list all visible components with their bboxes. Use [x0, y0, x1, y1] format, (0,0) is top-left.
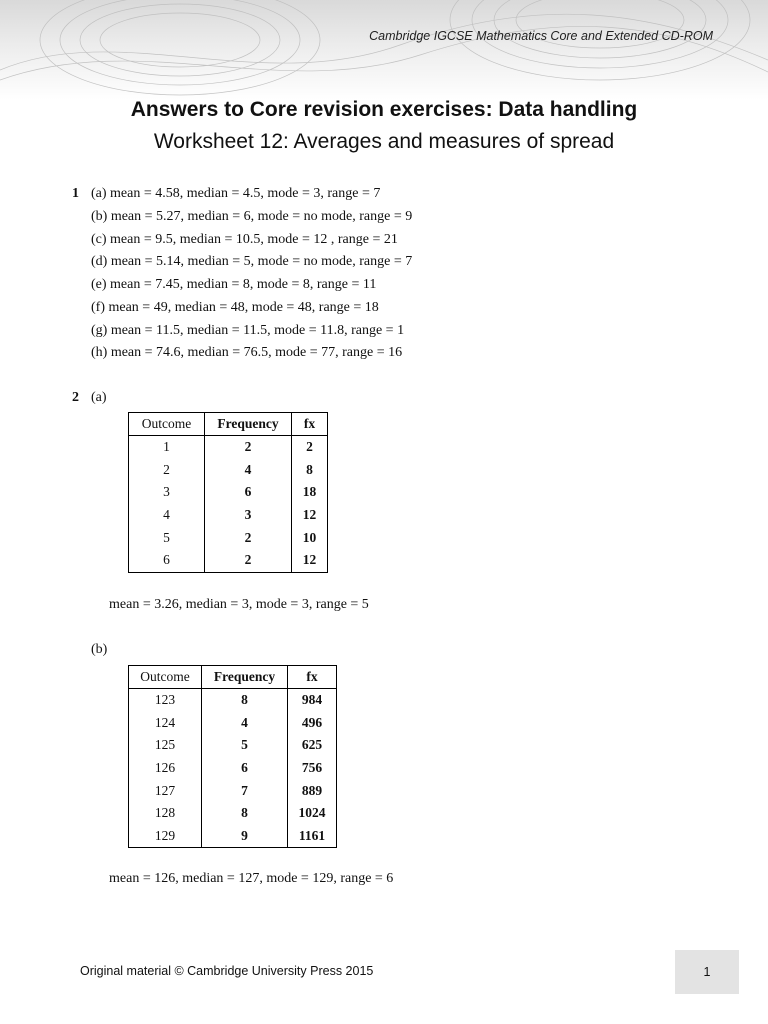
page-number: 1 [703, 965, 711, 979]
page-title: Answers to Core revision exercises: Data handling [130, 98, 638, 121]
outcome-cell: 123 [129, 689, 202, 712]
table-row [129, 459, 328, 482]
fx-cell: 10 [292, 526, 328, 549]
table-header-row [129, 666, 337, 689]
table-row [129, 757, 337, 780]
footer-copyright: Original material © Cambridge University Press 2015 [80, 964, 374, 978]
outcome-cell: 2 [129, 459, 205, 482]
table-row [129, 549, 328, 572]
q1-answer-g: (g) mean = 11.5, median = 11.5, mode = 11.8, range = 1 [91, 323, 405, 338]
q1-answer-e: (e) mean = 7.45, median = 8, mode = 8, range = 11 [91, 277, 377, 292]
table-row [129, 689, 337, 712]
fx-cell: 756 [288, 757, 337, 780]
table-row [129, 436, 328, 459]
outcome-cell: 129 [129, 825, 202, 848]
fx-cell: 12 [292, 504, 328, 527]
frequency-cell: 2 [205, 526, 292, 549]
outcome-cell: 127 [129, 779, 202, 802]
outcome-cell: 1 [129, 436, 205, 459]
column-header-fx: fx [292, 413, 328, 436]
table-row [129, 526, 328, 549]
outcome-cell: 4 [129, 504, 205, 527]
outcome-cell: 125 [129, 734, 202, 757]
column-header-frequency: Frequency [205, 413, 292, 436]
column-header-frequency: Frequency [202, 666, 288, 689]
question-number-1: 1 [72, 186, 79, 201]
frequency-cell: 3 [205, 504, 292, 527]
running-head: Cambridge IGCSE Mathematics Core and Extended CD-ROM [369, 29, 713, 43]
table-row [129, 734, 337, 757]
table-row [129, 802, 337, 825]
header-swirl-graphic [0, 0, 768, 100]
fx-cell: 625 [288, 734, 337, 757]
q2-part-b-label: (b) [91, 642, 108, 657]
fx-cell: 1024 [288, 802, 337, 825]
frequency-table-b [128, 665, 337, 848]
q2-part-a-summary: mean = 3.26, median = 3, mode = 3, range = 5 [109, 597, 369, 612]
q1-answer-h: (h) mean = 74.6, median = 76.5, mode = 77, range = 16 [91, 345, 403, 360]
frequency-cell: 2 [205, 549, 292, 572]
fx-cell: 889 [288, 779, 337, 802]
frequency-cell: 8 [202, 802, 288, 825]
frequency-cell: 4 [205, 459, 292, 482]
outcome-cell: 124 [129, 712, 202, 735]
frequency-cell: 8 [202, 689, 288, 712]
q1-answer-a: (a) mean = 4.58, median = 4.5, mode = 3, range = 7 [91, 186, 381, 201]
frequency-cell: 4 [202, 712, 288, 735]
question-number-2: 2 [72, 390, 79, 405]
fx-cell: 12 [292, 549, 328, 572]
fx-cell: 1161 [288, 825, 337, 848]
fx-cell: 18 [292, 481, 328, 504]
q1-answer-b: (b) mean = 5.27, median = 6, mode = no mode, range = 9 [91, 209, 413, 224]
outcome-cell: 128 [129, 802, 202, 825]
table-row [129, 504, 328, 527]
frequency-cell: 6 [202, 757, 288, 780]
worksheet-subtitle: Worksheet 12: Averages and measures of spread [153, 130, 615, 153]
fx-cell: 2 [292, 436, 328, 459]
outcome-cell: 6 [129, 549, 205, 572]
fx-cell: 496 [288, 712, 337, 735]
table-row [129, 825, 337, 848]
q1-answer-f: (f) mean = 49, median = 48, mode = 48, range = 18 [91, 300, 379, 315]
column-header-fx: fx [288, 666, 337, 689]
page-number-box [675, 950, 739, 994]
frequency-cell: 7 [202, 779, 288, 802]
column-header-outcome: Outcome [129, 413, 205, 436]
outcome-cell: 5 [129, 526, 205, 549]
q1-answer-c: (c) mean = 9.5, median = 10.5, mode = 12 , range = 21 [91, 232, 398, 247]
q2-part-a-label: (a) [91, 390, 107, 405]
q1-answer-d: (d) mean = 5.14, median = 5, mode = no mode, range = 7 [91, 254, 413, 269]
outcome-cell: 3 [129, 481, 205, 504]
frequency-cell: 2 [205, 436, 292, 459]
column-header-outcome: Outcome [129, 666, 202, 689]
table-row [129, 779, 337, 802]
header-decoration [0, 0, 768, 100]
outcome-cell: 126 [129, 757, 202, 780]
table-row [129, 481, 328, 504]
frequency-cell: 6 [205, 481, 292, 504]
table-row [129, 712, 337, 735]
fx-cell: 8 [292, 459, 328, 482]
table-header-row [129, 413, 328, 436]
frequency-cell: 9 [202, 825, 288, 848]
q2-part-b-summary: mean = 126, median = 127, mode = 129, range = 6 [109, 871, 394, 886]
frequency-table-a [128, 412, 328, 573]
frequency-cell: 5 [202, 734, 288, 757]
fx-cell: 984 [288, 689, 337, 712]
